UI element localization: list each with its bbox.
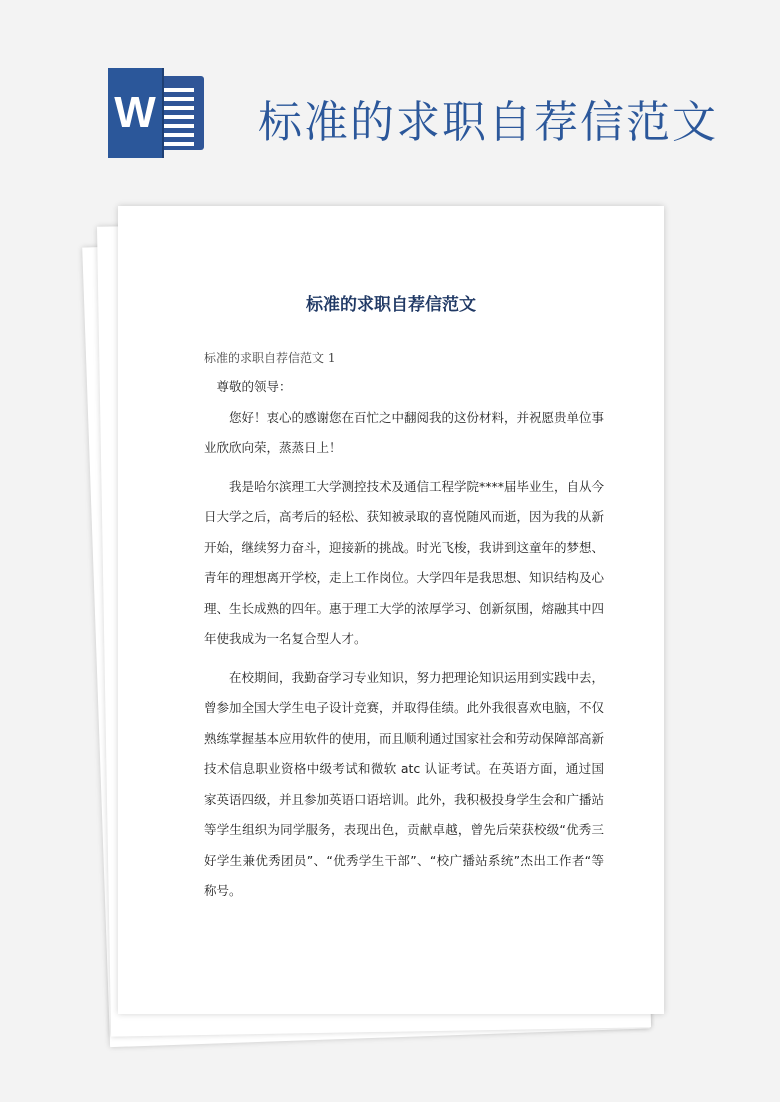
document-page [118, 206, 664, 1014]
salutation: 尊敬的领导： [216, 379, 292, 394]
paragraph: 在校期间，我勤奋学习专业知识，努力把理论知识运用到实践中去，曾参加全国大学生电子设计竞赛，并取得佳绩。此外我很喜欢电脑，不仅熟练掌握基本应用软件的使用，而且顺利通过国家社会和劳动保障部高新技术信息职业资格中级考试和微软 atc 认证考试。在英语方面，通过国家英语四级，并且参加英语口语培训。此外，我积极投身学生会和广播站等学生组织为同学服务，表现出色，贡献卓越，曾先后荣获校级“优秀三好学生兼优秀团员”、“优秀学生干部”、“校广播站系统”杰出工作者“等称号。 [204, 669, 605, 898]
word-document-icon [108, 68, 206, 158]
word-logo-badge: W [108, 68, 162, 158]
paragraph: 您好！衷心的感谢您在百忙之中翻阅我的这份材料，并祝愿贵单位事业欣欣向荣，蒸蒸日上！ [204, 409, 605, 455]
page-title: 标准的求职自荐信范文 [258, 97, 718, 148]
document-subheading: 标准的求职自荐信范文 1 [204, 351, 336, 365]
paragraph: 我是哈尔滨理工大学测控技术及通信工程学院****届毕业生，自从今日大学之后，高考后的轻松、获知被录取的喜悦随风而逝，因为我的从新开始，继续努力奋斗，迎接新的挑战。时光飞梭，我讲到这童年的梦想、青年的理想离开学校，走上工作岗位。大学四年是我思想、知识结构及心理、生长成熟的四年。惠于理工大学的浓厚学习、创新氛围，熔融其中四年使我成为一名复合型人才。 [204, 478, 605, 646]
document-title: 标准的求职自荐信范文 [306, 295, 476, 315]
document-body [204, 372, 604, 915]
